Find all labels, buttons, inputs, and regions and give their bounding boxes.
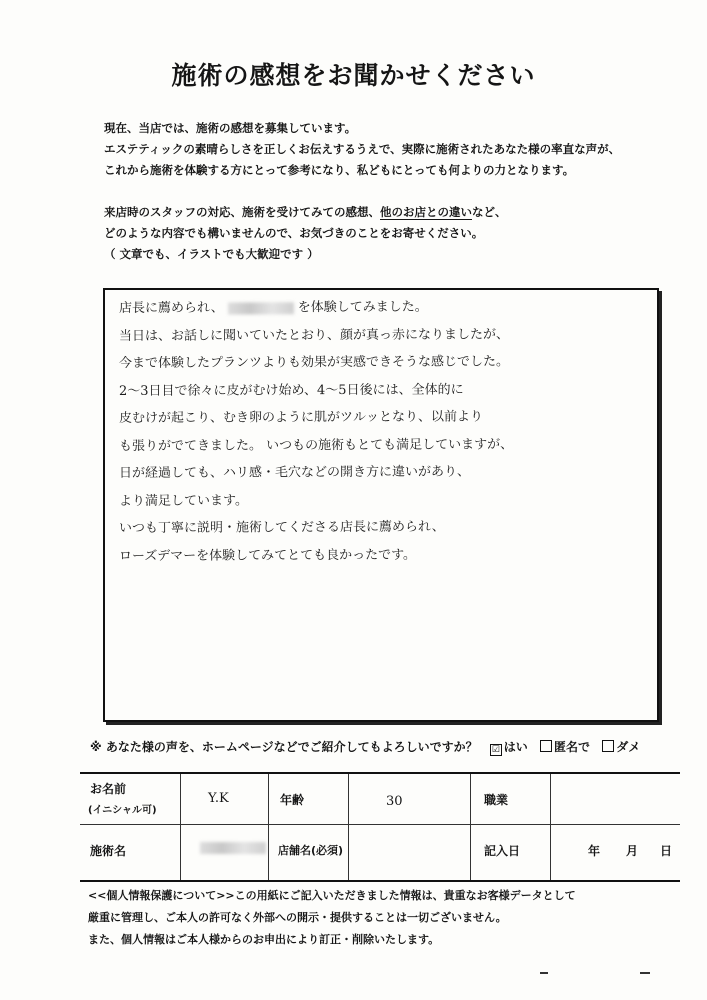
date-year-unit: 年 [588, 844, 601, 858]
prompt-line: どのような内容でも構いませんので、お気づきのことをお寄せください。 [104, 226, 484, 240]
store-field[interactable] [358, 832, 463, 868]
job-label: 職業 [484, 793, 509, 807]
age-field[interactable]: 30 [386, 794, 403, 809]
comment-line: 今まで体験したプランツよりも効果が実感できそうな感じでした。 [118, 354, 510, 371]
scan-mark [540, 972, 548, 974]
redacted-product-name [228, 302, 294, 314]
date-label: 記入日 [484, 844, 521, 858]
table-col-divider [180, 774, 181, 880]
publish-consent [90, 738, 640, 756]
checkbox-checked-icon[interactable]: ☑ [491, 745, 500, 755]
comment-line: も張りがでてきました。 いつもの施術もとても満足していますが、 [118, 436, 514, 454]
prompt-line1-before: 来店時のスタッフの対応、施術を受けてみての感想、 [104, 205, 380, 219]
prompt-underlined: 他のお店との違い [380, 205, 472, 219]
comment-line: 日が経過しても、ハリ感・毛穴などの開き方に違いがあり、 [118, 464, 471, 481]
job-field[interactable] [560, 782, 670, 818]
treatment-field[interactable] [196, 840, 270, 854]
comment-line [119, 293, 659, 323]
consent-option-no[interactable] [602, 738, 640, 755]
comment-line: 皮むけが起こり、むき卵のように肌がツルッとなり、以前より [118, 409, 484, 426]
consent-question: ※ あなた様の声を、ホームページなどでご紹介してもよろしいですか？ [90, 740, 478, 754]
checkbox-icon[interactable] [540, 740, 552, 752]
store-label: 店舗名(必須) [278, 844, 344, 857]
privacy-line: また、個人情報はご本人様からのお申出により訂正・削除いたします。 [88, 933, 440, 946]
comment-line1-after: を体験してみました。 [297, 299, 428, 316]
page-title: 施術の感想をお聞かせください [171, 61, 536, 90]
prompt-line1-after: など、 [472, 205, 507, 219]
info-table [80, 772, 680, 882]
comment-line: ローズデマーを体験してみてとても良かったです。 [118, 547, 417, 564]
intro-text [104, 118, 620, 181]
comment-box[interactable] [103, 288, 659, 722]
date-day-unit: 日 [660, 844, 673, 858]
name-field[interactable]: Y.K [208, 791, 229, 806]
comment-line: より満足しています。 [118, 492, 248, 509]
intro-line: エステティックの素晴らしさを正しくお伝えするうえで、実際に施術されたあなた様の率直な声が、 [104, 142, 621, 156]
intro-line: 現在、当店では、施術の感想を募集しています。 [104, 121, 357, 135]
checkbox-icon[interactable] [602, 740, 614, 752]
prompt-line: （ 文章でも、イラストでも大歓迎です ） [104, 247, 319, 261]
scan-mark [640, 972, 650, 974]
consent-option-yes[interactable] [490, 738, 528, 756]
prompt-text [104, 202, 507, 265]
table-row-divider [80, 824, 680, 825]
name-label: お名前 [90, 782, 127, 796]
consent-option-anonymous[interactable] [540, 738, 590, 755]
privacy-notice [88, 885, 576, 951]
consent-option-label: 匿名で [554, 740, 591, 754]
intro-line: これから施術を体験する方にとって参考になり、私どもにとっても何よりの力となります。 [104, 163, 575, 177]
consent-option-label: ダメ [616, 740, 641, 754]
comment-line: いつも丁寧に説明・施術してくださる店長に薦められ、 [118, 519, 445, 536]
comment-line1-before: 店長に薦められ、 [118, 300, 224, 316]
consent-option-label: はい [503, 740, 528, 754]
privacy-line: 厳重に管理し、ご本人の許可なく外部への開示・提供することは一切ございません。 [88, 911, 507, 924]
table-col-divider [268, 774, 269, 880]
table-col-divider [470, 774, 471, 880]
privacy-line: <<個人情報保護について>>この用紙にご記入いただきました情報は、貴重なお客様データとして [88, 889, 576, 902]
date-month-unit: 月 [626, 844, 639, 858]
name-sublabel: (イニシャル可) [88, 805, 157, 816]
prompt-line [104, 202, 507, 223]
comment-line: 当日は、お話しに聞いていたとおり、顔が真っ赤になりましたが、 [118, 326, 510, 344]
table-col-divider [348, 774, 349, 880]
handwritten-comment [119, 295, 659, 570]
table-col-divider [550, 774, 551, 880]
treatment-label: 施術名 [90, 844, 127, 858]
redacted-treatment-name [200, 842, 266, 854]
age-label: 年齢 [280, 793, 305, 807]
comment-line: 2〜3日目で徐々に皮がむけ始め、4〜5日後には、全体的に [118, 381, 464, 399]
